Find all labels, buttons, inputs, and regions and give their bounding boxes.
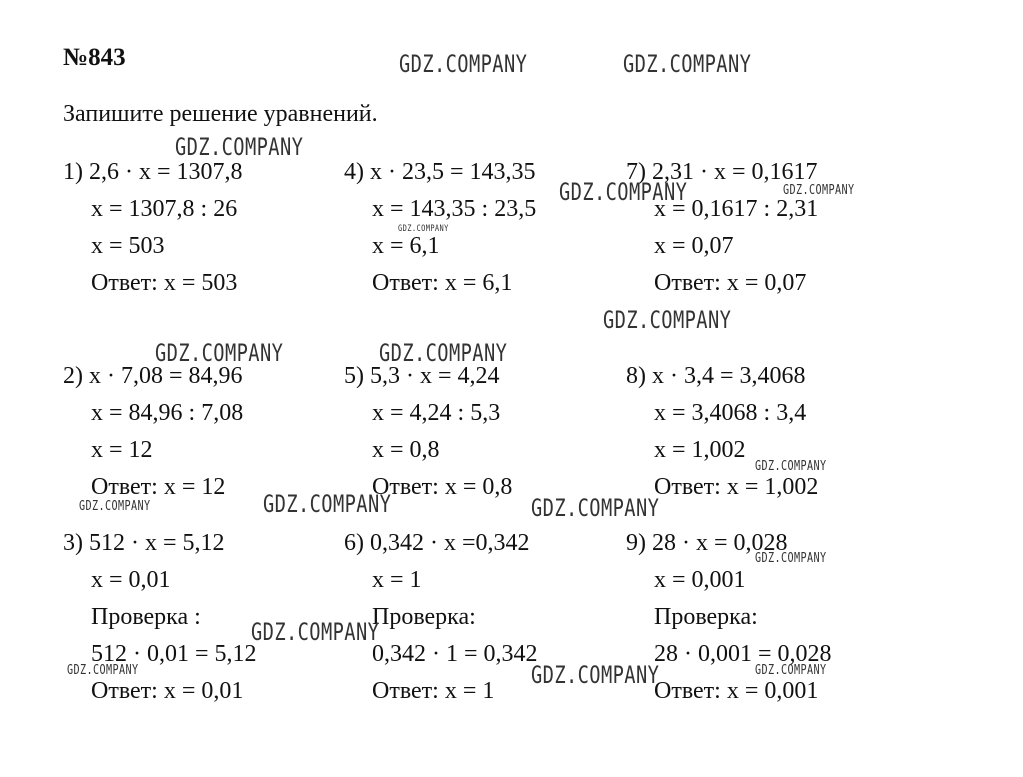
check-label: Проверка: (372, 604, 476, 630)
solution-step: x = 1307,8 : 26 (91, 196, 238, 222)
answer: Ответ: x = 0,07 (654, 270, 807, 296)
equation: 6) 0,342 · x =0,342 (344, 530, 530, 556)
watermark: GDZ.COMPANY (783, 183, 855, 198)
answer: Ответ: x = 1,002 (654, 474, 819, 500)
watermark: GDZ.COMPANY (379, 339, 508, 367)
equation: 8) x · 3,4 = 3,4068 (626, 363, 806, 389)
equation: 7) 2,31 · x = 0,1617 (626, 159, 818, 185)
check-label: Проверка : (91, 604, 201, 630)
equation: 4) x · 23,5 = 143,35 (344, 159, 536, 185)
equation: 9) 28 · x = 0,028 (626, 530, 788, 556)
watermark: GDZ.COMPANY (79, 499, 151, 514)
watermark: GDZ.COMPANY (251, 618, 380, 646)
problem-3 (63, 525, 257, 710)
equation: 2) x · 7,08 = 84,96 (63, 363, 243, 389)
equation: 5) 5,3 · x = 4,24 (344, 363, 500, 389)
solution-step: x = 0,001 (654, 567, 746, 593)
solution-step: x = 1 (372, 567, 422, 593)
watermark: GDZ.COMPANY (531, 494, 660, 522)
watermark: GDZ.COMPANY (559, 178, 688, 206)
problem-5 (344, 358, 512, 506)
solution-step: x = 0,07 (654, 233, 734, 259)
task-statement: Запишите решение уравнений. (63, 101, 378, 127)
solution-step: x = 4,24 : 5,3 (372, 400, 501, 426)
watermark: GDZ.COMPANY (175, 133, 304, 161)
watermark: GDZ.COMPANY (755, 663, 827, 678)
watermark: GDZ.COMPANY (755, 551, 827, 566)
problem-8 (626, 358, 818, 506)
solution-step: x = 0,8 (372, 437, 440, 463)
watermark: GDZ.COMPANY (155, 339, 284, 367)
answer: Ответ: x = 0,8 (372, 474, 513, 500)
check-step: 28 · 0,001 = 0,028 (654, 641, 832, 667)
solution-step: x = 3,4068 : 3,4 (654, 400, 807, 426)
solution-step: x = 143,35 : 23,5 (372, 196, 537, 222)
check-step: 0,342 · 1 = 0,342 (372, 641, 538, 667)
solution-step: x = 6,1 (372, 233, 440, 259)
answer: Ответ: x = 0,001 (654, 678, 819, 704)
solution-step: x = 12 (91, 437, 153, 463)
problem-7 (626, 154, 818, 302)
answer: Ответ: x = 1 (372, 678, 495, 704)
solution-step: x = 503 (91, 233, 165, 259)
problem-2 (63, 358, 243, 506)
answer: Ответ: x = 12 (91, 474, 226, 500)
watermark: GDZ.COMPANY (399, 50, 528, 78)
watermark: GDZ.COMPANY (531, 661, 660, 689)
watermark: GDZ.COMPANY (623, 50, 752, 78)
check-label: Проверка: (654, 604, 758, 630)
watermark: GDZ.COMPANY (398, 224, 449, 234)
equation: 3) 512 · x = 5,12 (63, 530, 225, 556)
exercise-number: №843 (63, 44, 126, 71)
watermark: GDZ.COMPANY (67, 663, 139, 678)
answer: Ответ: x = 503 (91, 270, 238, 296)
problem-1 (63, 154, 243, 302)
watermark: GDZ.COMPANY (603, 306, 732, 334)
solution-step: x = 0,01 (91, 567, 171, 593)
solution-step: x = 0,1617 : 2,31 (654, 196, 819, 222)
equation: 1) 2,6 · x = 1307,8 (63, 159, 243, 185)
solution-step: x = 84,96 : 7,08 (91, 400, 244, 426)
solution-step: x = 1,002 (654, 437, 746, 463)
watermark: GDZ.COMPANY (755, 459, 827, 474)
answer: Ответ: x = 0,01 (91, 678, 244, 704)
watermark: GDZ.COMPANY (263, 490, 392, 518)
check-step: 512 · 0,01 = 5,12 (91, 641, 257, 667)
answer: Ответ: x = 6,1 (372, 270, 513, 296)
